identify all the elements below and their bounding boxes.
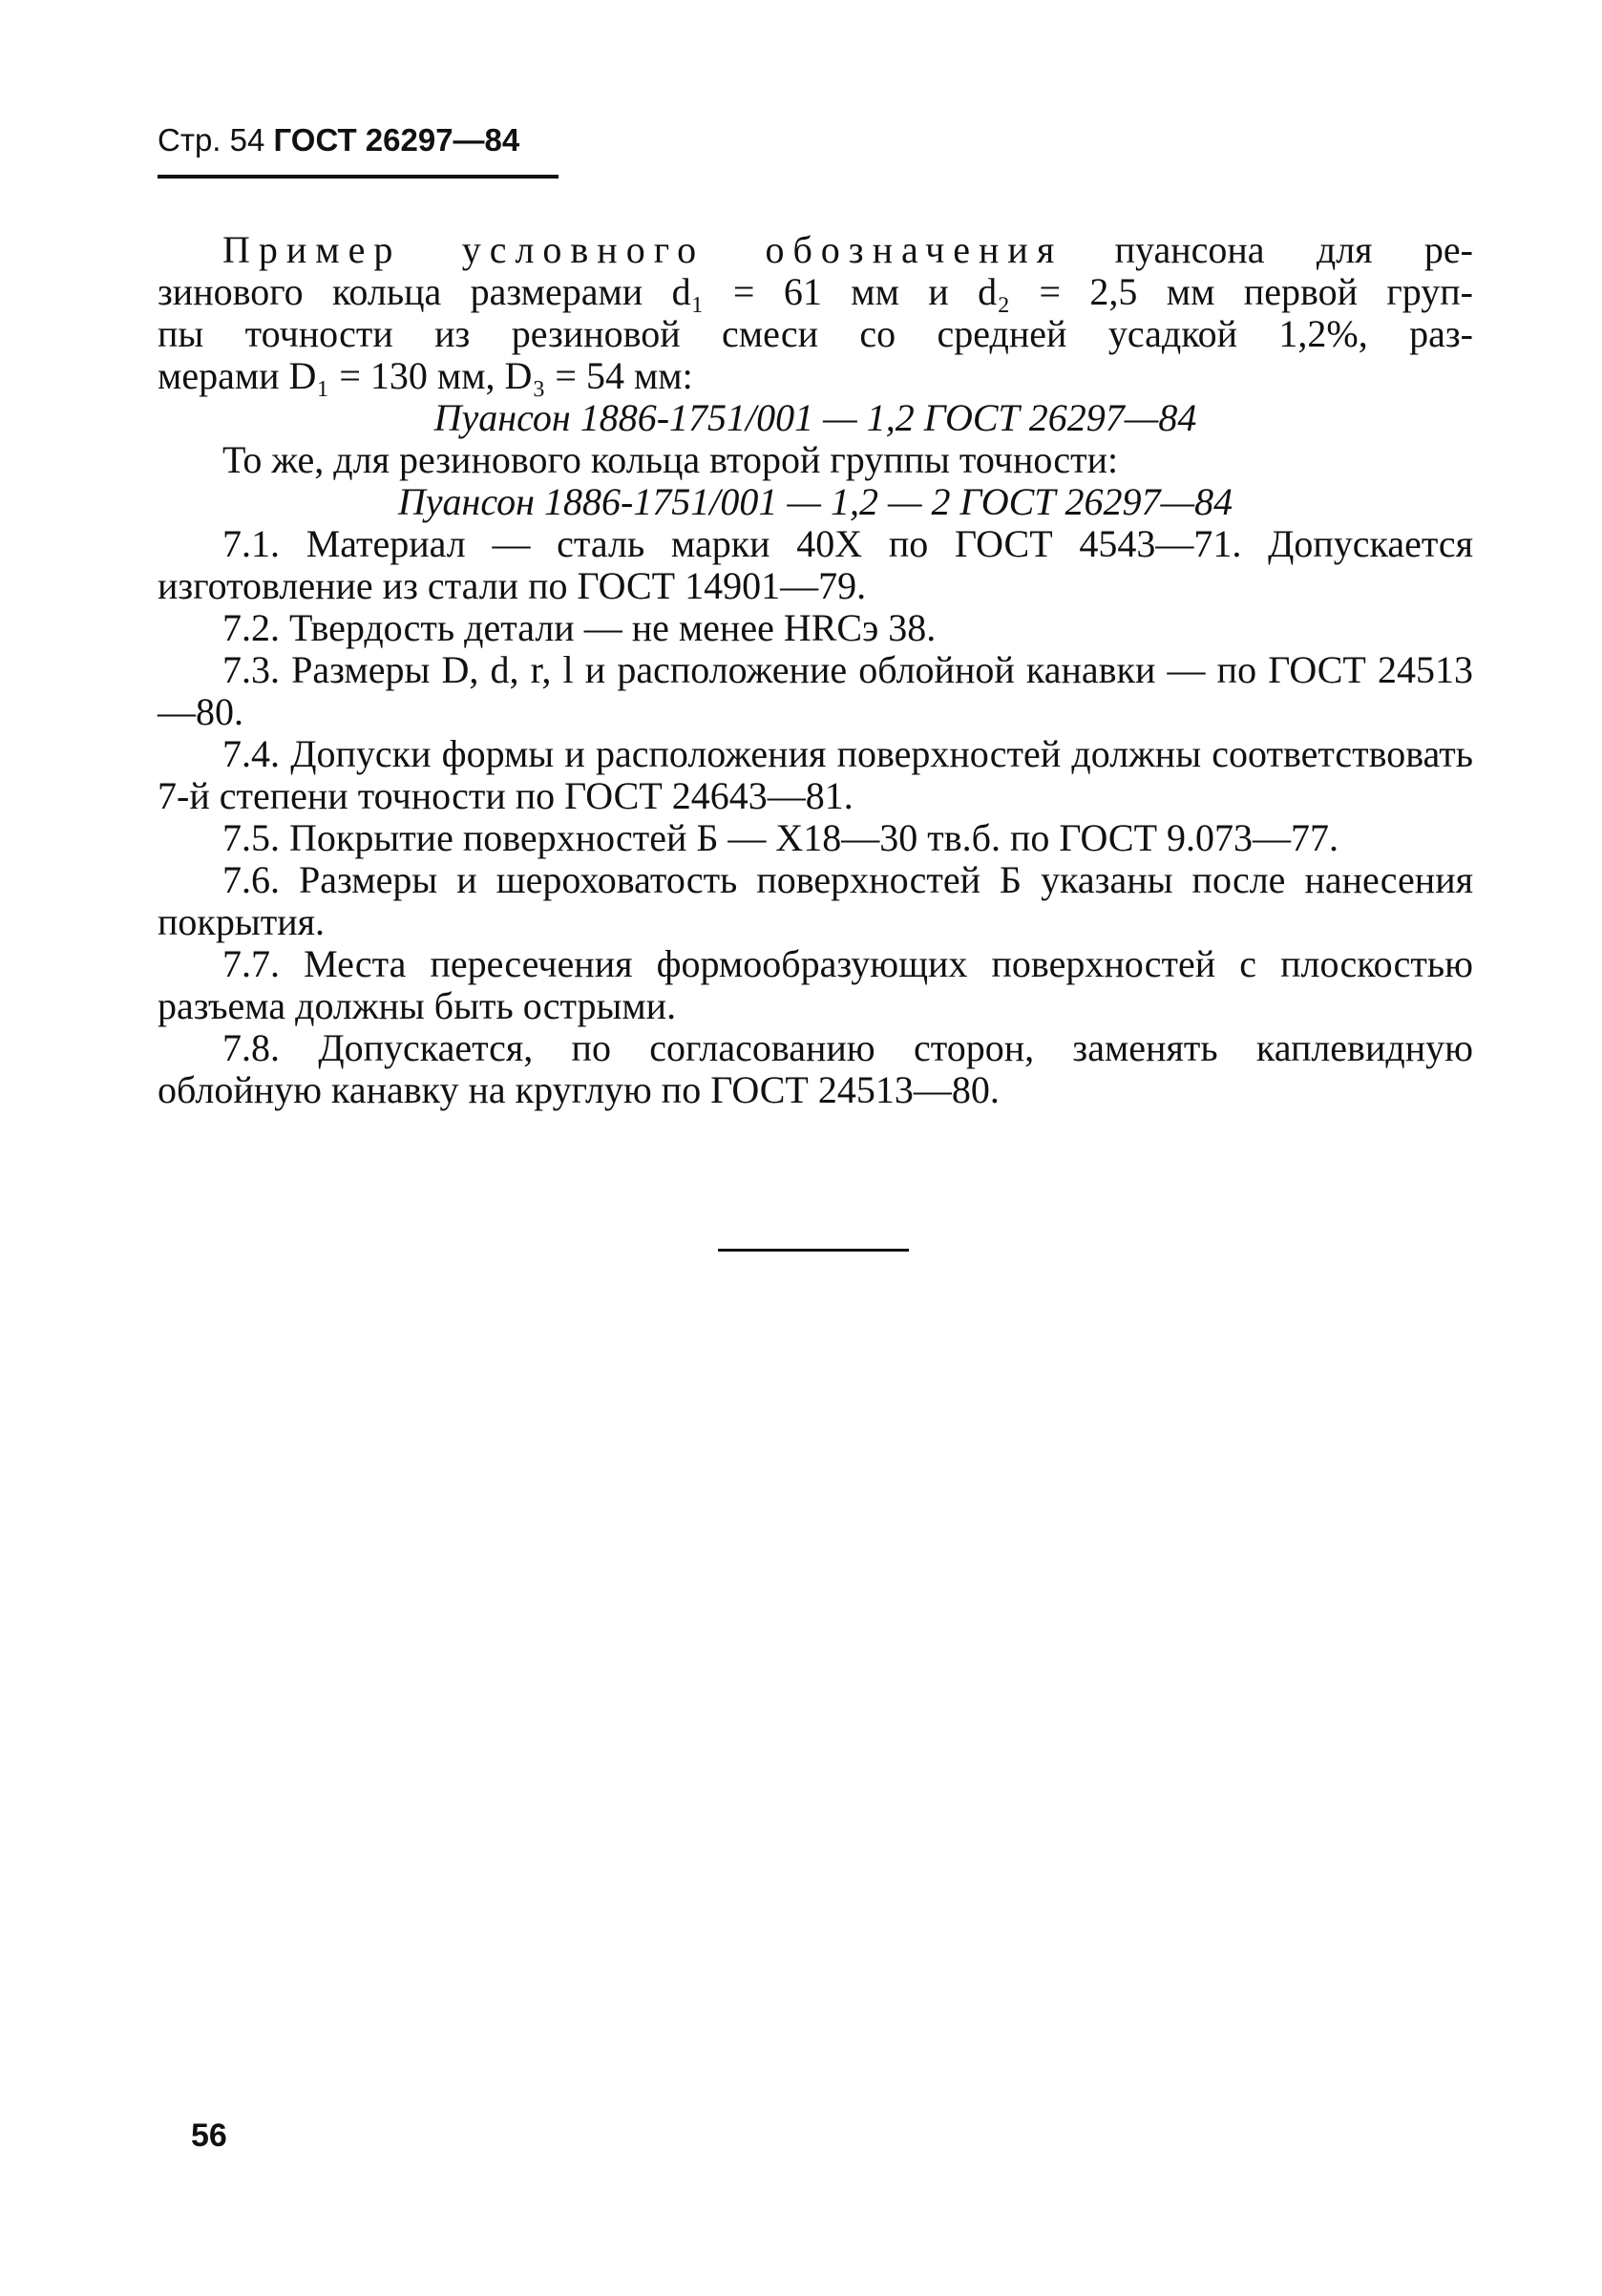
example-line-4: мерами D₁ = 130 мм, D₃ = 54 мм:	[158, 354, 693, 397]
designation-formula-2: Пуансон 1886-1751/001 — 1,2 — 2 ГОСТ 26297—84	[397, 480, 1233, 523]
clause-7-5: 7.5. Покрытие поверхностей Б — Х18—30 тв.б. по ГОСТ 9.073—77.	[222, 816, 1339, 859]
gost-reference: ГОСТ 26297—84	[273, 122, 520, 158]
example-spaced-lead: Пример условного обозначения	[222, 228, 1064, 271]
example-line-1	[158, 229, 1473, 271]
page-header	[158, 122, 519, 158]
clause-7-6: 7.6. Размеры и шероховатость поверхностей Б указаны после нанесения покрытия.	[158, 858, 1473, 943]
page-label: Стр. 54	[158, 122, 265, 158]
header-rule	[158, 175, 559, 179]
clause-7-8: 7.8. Допускается, по согласованию сторон, заменять каплевидную облойную канавку на круглую по ГОСТ 24513—80.	[158, 1026, 1473, 1111]
designation-formula-1: Пуансон 1886-1751/001 — 1,2 ГОСТ 26297—84	[433, 396, 1197, 439]
same-for-second-group: То же, для резинового кольца второй группы точности:	[222, 438, 1119, 481]
clause-7-3: 7.3. Размеры D, d, r, l и расположение облойной канавки — по ГОСТ 24513—80.	[158, 648, 1473, 733]
example-line-2: зинового кольца размерами d₁ = 61 мм и d₂ = 2,5 мм первой груп-	[158, 270, 1473, 313]
example-line-3: пы точности из резиновой смеси со средней усадкой 1,2%, раз-	[158, 312, 1473, 355]
clause-7-4: 7.4. Допуски формы и расположения поверхностей должны соответствовать 7-й степени точности по ГОСТ 24643—81.	[158, 732, 1473, 817]
page-number: 56	[191, 2117, 227, 2154]
clause-7-7: 7.7. Места пересечения формообразующих поверхностей с плоскостью разъема должны быть острыми.	[158, 942, 1473, 1027]
clause-7-2: 7.2. Твердость детали — не менее HRCэ 38.	[222, 606, 937, 649]
clause-7-1: 7.1. Материал — сталь марки 40Х по ГОСТ 4543—71. Допускается изготовление из стали по ГОСТ 14901—79.	[158, 522, 1473, 607]
document-body	[158, 229, 1473, 1111]
example-lead-rest: пуансона для ре-	[1063, 228, 1473, 271]
end-of-text-rule	[718, 1249, 909, 1252]
